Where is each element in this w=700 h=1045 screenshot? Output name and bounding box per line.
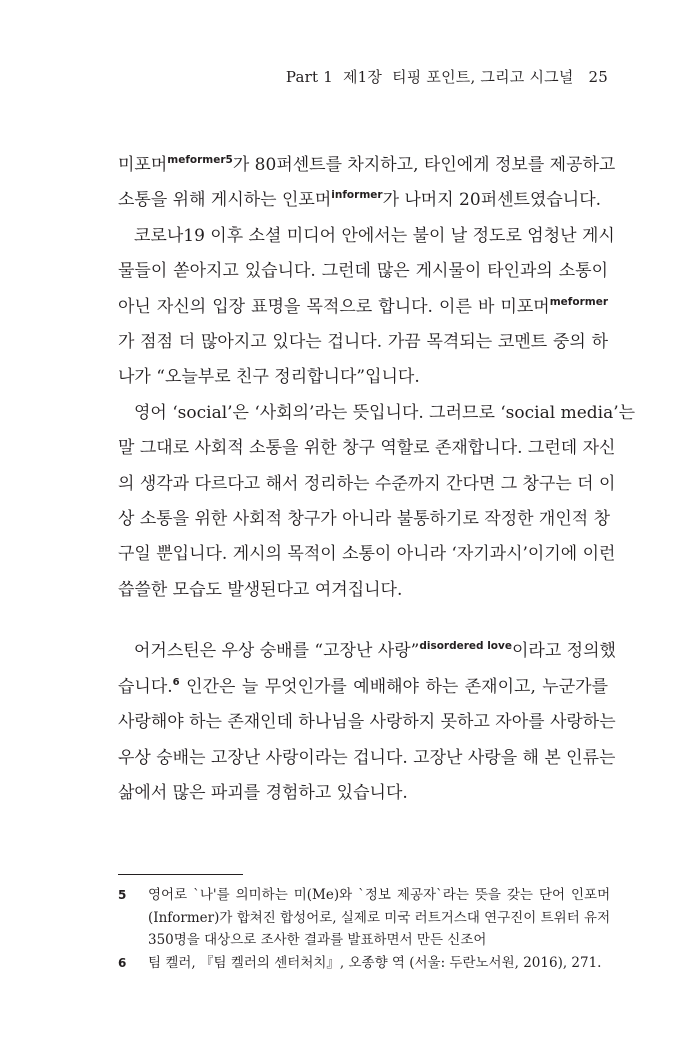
header-chapter: 제1장 — [342, 68, 383, 86]
footnote-line: 영어로 `나'를 의미하는 미(Me)와 `정보 제공자`라는 뜻을 갖는 단어 인포머 — [148, 887, 611, 903]
text-line: 어거스틴은 우상 숭배를 “고장난 사랑”$^{disordered love}$이라고 정의했 — [134, 640, 616, 662]
text-line: 말 그대로 사회적 소통을 위한 창구 역할로 존재합니다. 그런데 자신 — [118, 438, 616, 459]
text-line: 물들이 쏟아지고 있습니다. 그런데 많은 게시물이 타인과의 소통이 — [118, 261, 608, 282]
english-gloss: disordered love — [419, 640, 512, 653]
footnote-line: (Informer)가 합쳐진 합성어로, 실제로 미국 러트거스대 연구진이 트위터 유저 — [148, 909, 611, 926]
text-line: 삶에서 많은 파괴를 경험하고 있습니다. — [118, 782, 408, 803]
footnote-ref[interactable]: 6 — [172, 676, 180, 688]
text-line: 나가 “오늘부로 친구 정리합니다”입니다. — [118, 367, 420, 388]
footnote-number: 5 — [118, 888, 127, 902]
footnote — [118, 952, 608, 975]
text-line: 습니다.$^6$ 인간은 늘 무엇인가를 예배해야 하는 존재이고, 누군가를 — [118, 676, 608, 697]
page-number: 25 — [588, 68, 608, 86]
running-header — [281, 66, 608, 87]
header-title: 티핑 포인트, 그리고 시그널 — [392, 68, 574, 86]
text-line: 아닌 자신의 입장 표명을 목적으로 합니다. 이른 바 미포머$^{meformer}$ — [118, 295, 608, 317]
paragraph-gap — [118, 608, 608, 634]
text-line: 구일 뿐입니다. 게시의 목적이 소통이 아니라 ‘자기과시’이기에 이런 — [118, 544, 616, 565]
text-line: 코로나19 이후 소셜 미디어 안에서는 불이 날 정도로 엄청난 게시 — [134, 225, 615, 246]
text-line: 사랑해야 하는 존재인데 하나님을 사랑하지 못하고 자아를 사랑하는 — [118, 712, 616, 733]
text-line: 상 소통을 위한 사회적 창구가 아니라 불통하기로 작정한 개인적 창 — [118, 509, 611, 530]
text-line: 미포머$^{meformer5}$가 80퍼센트를 차지하고, 타인에게 정보를 제공하고 — [118, 154, 616, 175]
body-text — [118, 148, 636, 811]
english-gloss: informer — [331, 189, 383, 202]
footnote-number: 6 — [118, 955, 127, 970]
english-gloss: meformer — [549, 295, 608, 308]
footnote-text — [148, 952, 608, 975]
text-line: 씁쓸한 모습도 발생된다고 여겨집니다. — [118, 579, 403, 600]
footnote-line: 팀 켈러, 『팀 켈러의 센터처치』, 오종향 역 (서울: 두란노서원, 2016), 271. — [148, 954, 602, 971]
text-line: 가 점점 더 많아지고 있다는 겁니다. 가끔 목격되는 코멘트 중의 하 — [118, 332, 608, 353]
footnotes — [118, 884, 611, 974]
text-line: 우상 숭배는 고장난 사랑이라는 겁니다. 고장난 사랑을 해 본 인류는 — [118, 747, 616, 768]
footnote — [118, 884, 611, 952]
footnote-divider — [118, 874, 243, 875]
english-gloss: meformer5 — [167, 154, 233, 166]
footnote-line: 350명을 대상으로 조사한 결과를 발표하면서 만든 신조어 — [148, 932, 487, 948]
footnote-text — [148, 884, 610, 952]
text-line: 영어 ‘social’은 ‘사회의’라는 뜻입니다. 그러므로 ‘social media’는 — [134, 402, 636, 423]
header-part: Part 1 — [285, 68, 333, 86]
text-line: 의 생각과 다르다고 해서 정리하는 수준까지 간다면 그 창구는 더 이 — [118, 473, 616, 494]
text-line: 소통을 위해 게시하는 인포머$^{informer}$가 나머지 20퍼센트였습니다. — [118, 189, 602, 211]
